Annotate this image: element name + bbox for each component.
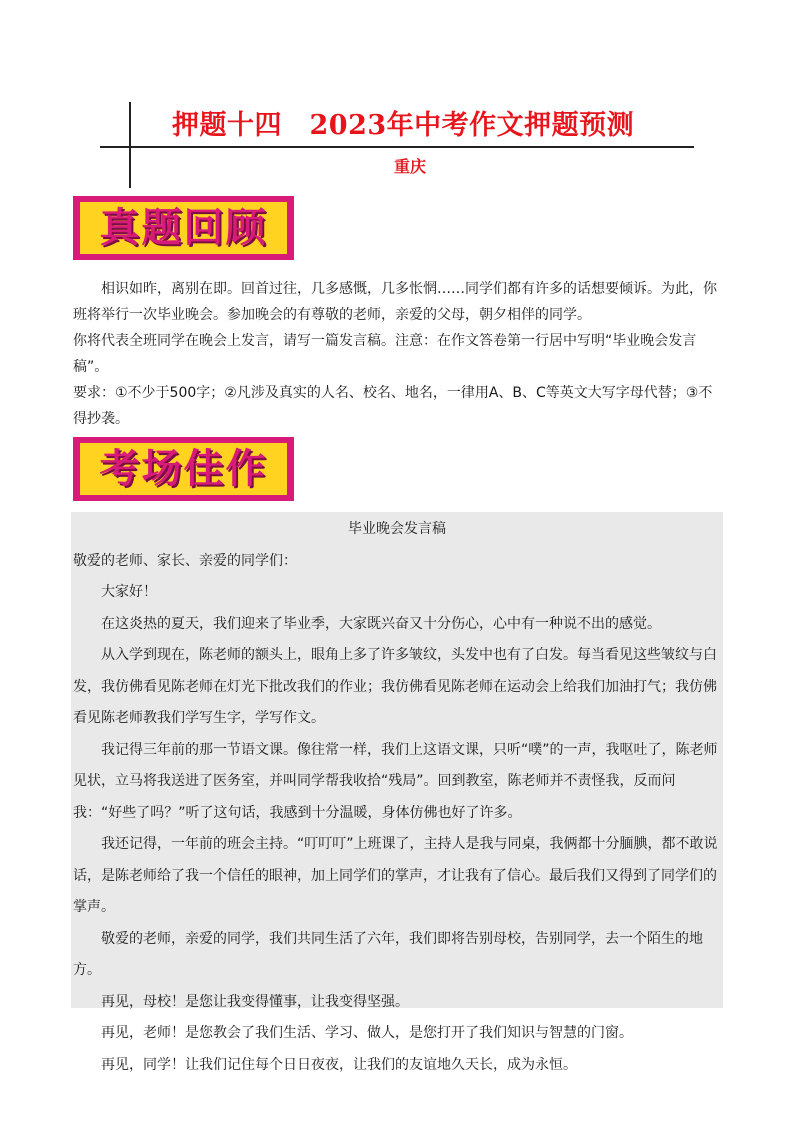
essay-paragraph: 再见，老师！是您教会了我们生活、学习、做人，是您打开了我们知识与智慧的门窗。 xyxy=(101,1025,633,1041)
prompt-section xyxy=(73,276,725,432)
essay-banner-inner xyxy=(80,443,287,495)
page-title: 押题十四 2023年中考作文押题预测 xyxy=(172,110,635,141)
essay-paragraph: 大家好！ xyxy=(101,584,157,600)
prompt-paragraph-1: 相识如昨，离别在即。回首过往，几多感慨，几多怅惘……同学们都有许多的话想要倾诉。为此，你班将举行一次毕业晚会。参加晚会的有尊敬的老师，亲爱的父母，朝夕相伴的同学。 xyxy=(73,281,717,323)
essay-title: 毕业晚会发言稿 xyxy=(348,521,446,537)
essay-banner xyxy=(73,437,294,501)
review-banner-label: 真题回顾 xyxy=(99,205,268,251)
header-horizontal-rule xyxy=(100,146,694,148)
page-subtitle: 重庆 xyxy=(393,157,426,176)
essay-salutation: 敬爱的老师、家长、亲爱的同学们： xyxy=(73,552,297,569)
prompt-paragraph-2: 你将代表全班同学在晚会上发言，请写一篇发言稿。注意：在作文答卷第一行居中写明“毕业晚会发言稿”。 xyxy=(73,333,697,375)
review-banner-inner xyxy=(80,202,287,254)
essay-paragraph: 从入学到现在，陈老师的额头上，眼角上多了许多皱纹，头发中也有了白发。每当看见这些皱纹与白发，我仿佛看见陈老师在灯光下批改我们的作业；我仿佛看见陈老师在运动会上给我们加油打气；我仿佛看见陈老师教我们学写生字，学写作文。 xyxy=(73,647,717,726)
review-banner xyxy=(73,196,294,260)
header-vertical-rule xyxy=(129,102,131,188)
sample-essay-box xyxy=(71,512,723,1073)
essay-paragraph: 在这炎热的夏天，我们迎来了毕业季，大家既兴奋又十分伤心，心中有一种说不出的感觉。 xyxy=(101,615,661,632)
essay-paragraph: 再见，母校！是您让我变得懂事，让我变得坚强。 xyxy=(101,993,409,1010)
essay-paragraph: 我还记得，一年前的班会主持。“叮叮叮”上班课了，主持人是我与同桌，我俩都十分腼腆，都不敢说话，是陈老师给了我一个信任的眼神，加上同学们的掌声，才让我有了信心。最后我们又得到了同学们的掌声。 xyxy=(73,836,718,915)
essay-paragraph: 再见，同学！让我们记住每个日日夜夜，让我们的友谊地久天长，成为永恒。 xyxy=(101,1056,577,1073)
essay-paragraph: 我记得三年前的那一节语文课。像往常一样，我们上这语文课，只听“噗”的一声，我呕吐了，陈老师见状，立马将我送进了医务室，并叫同学帮我收拾“残局”。回到教室，陈老师并不责怪我，反而问我：“好些了吗？”听了这句话，我感到十分温暖，身体仿佛也好了许多。 xyxy=(73,741,718,821)
essay-banner-label: 考场佳作 xyxy=(99,446,268,492)
essay-paragraph: 敬爱的老师，亲爱的同学，我们共同生活了六年，我们即将告别母校，告别同学，去一个陌生的地方。 xyxy=(73,930,703,978)
prompt-paragraph-3: 要求：①不少于500字；②凡涉及真实的人名、校名、地名，一律用A、B、C等英文大写字母代替；③不得抄袭。 xyxy=(73,385,713,427)
